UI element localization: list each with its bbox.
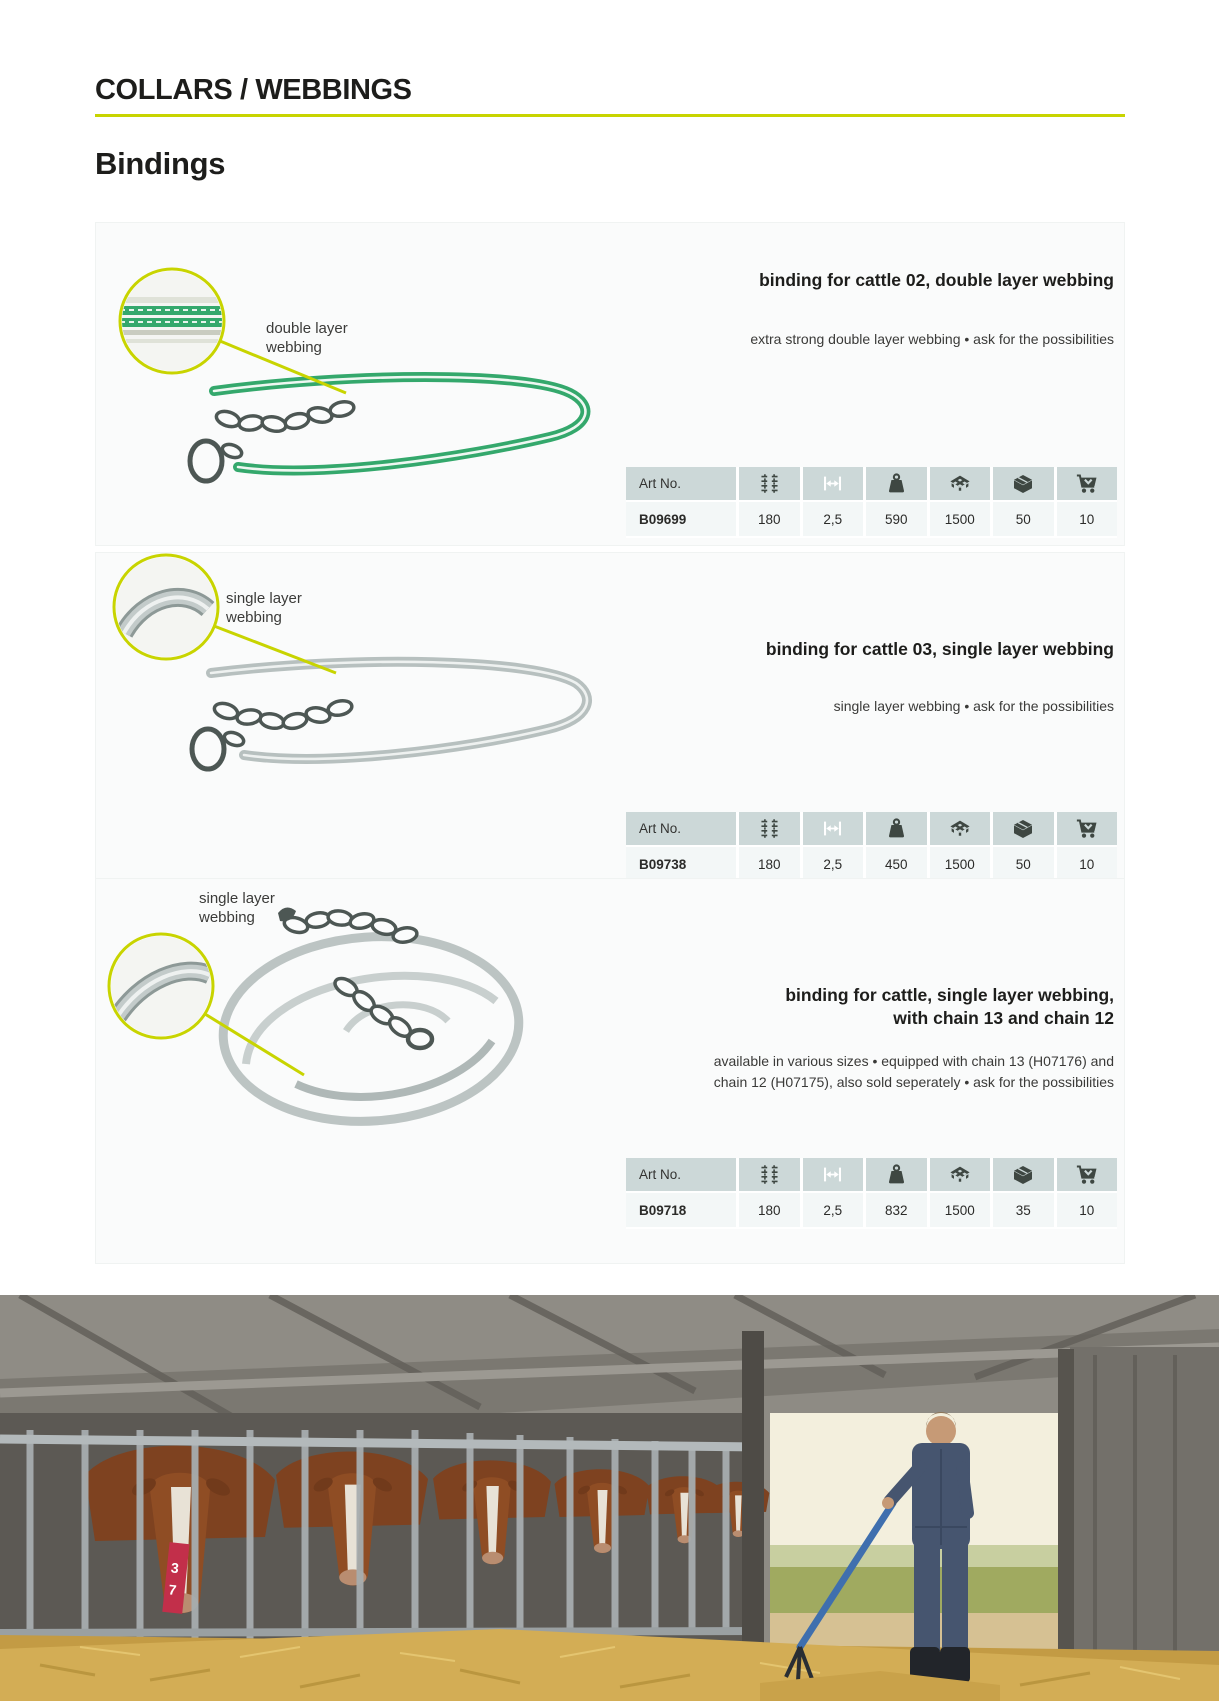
product-title: binding for cattle, single layer webbing, with chain 13 and chain 12	[785, 985, 1114, 1029]
product-card	[95, 878, 1125, 1264]
spec-table-header	[626, 467, 1117, 500]
pallet-value: 1500	[930, 502, 991, 536]
spec-table-row	[626, 502, 1117, 536]
pallet-value: 1500	[930, 847, 991, 881]
product-illustration	[96, 879, 616, 1263]
product-card	[95, 552, 1125, 914]
box-value: 50	[993, 847, 1054, 881]
svg-text:3: 3	[170, 1559, 180, 1577]
length-value: 180	[739, 502, 800, 536]
spec-table	[626, 1158, 1117, 1229]
pallet-icon	[930, 812, 991, 845]
spec-table-header	[626, 1158, 1117, 1191]
width-value: 2,5	[803, 847, 864, 881]
page-title: COLLARS / WEBBINGS	[95, 74, 412, 106]
box-icon	[993, 812, 1054, 845]
product-illustration	[96, 223, 616, 543]
pallet-value: 1500	[930, 1193, 991, 1227]
order-qty-value: 10	[1057, 1193, 1118, 1227]
product-description: single layer webbing • ask for the possibilities	[833, 698, 1114, 714]
weight-value: 450	[866, 847, 927, 881]
width-value: 2,5	[803, 1193, 864, 1227]
order-qty-value: 10	[1057, 502, 1118, 536]
svg-text:7: 7	[167, 1581, 178, 1599]
art-no-value: B09699	[626, 502, 736, 536]
art-no-header: Art No.	[626, 1158, 736, 1191]
callout-label: double layer webbing	[266, 320, 348, 357]
weight-icon	[866, 812, 927, 845]
length-icon	[739, 812, 800, 845]
barn-photo	[0, 1295, 1219, 1701]
section-title: Bindings	[95, 146, 226, 181]
product-card	[95, 222, 1125, 546]
spec-table-row	[626, 1193, 1117, 1227]
width-icon	[803, 1158, 864, 1191]
weight-value: 590	[866, 502, 927, 536]
cart-icon	[1057, 812, 1118, 845]
product-illustration	[96, 553, 616, 873]
pallet-icon	[930, 1158, 991, 1191]
box-value: 35	[993, 1193, 1054, 1227]
spec-table-row	[626, 847, 1117, 881]
spec-table-header	[626, 812, 1117, 845]
weight-value: 832	[866, 1193, 927, 1227]
art-no-value: B09738	[626, 847, 736, 881]
cart-icon	[1057, 1158, 1118, 1191]
cart-icon	[1057, 467, 1118, 500]
pallet-icon	[930, 467, 991, 500]
accent-rule	[95, 114, 1125, 117]
art-no-header: Art No.	[626, 467, 736, 500]
product-description: extra strong double layer webbing • ask for the possibilities	[750, 331, 1114, 347]
product-description: available in various sizes • equipped with chain 13 (H07176) and chain 12 (H07175), also sold seperately • ask for the possibilities	[713, 1053, 1114, 1090]
length-value: 180	[739, 847, 800, 881]
weight-icon	[866, 1158, 927, 1191]
width-icon	[803, 812, 864, 845]
spec-table	[626, 467, 1117, 538]
product-title: binding for cattle 03, single layer webbing	[765, 639, 1114, 659]
callout-label: single layer webbing	[226, 590, 302, 627]
box-value: 50	[993, 502, 1054, 536]
box-icon	[993, 1158, 1054, 1191]
weight-icon	[866, 467, 927, 500]
callout-label: single layer webbing	[199, 890, 275, 927]
product-title: binding for cattle 02, double layer webbing	[759, 270, 1114, 290]
length-icon	[739, 1158, 800, 1191]
art-no-header: Art No.	[626, 812, 736, 845]
width-icon	[803, 467, 864, 500]
order-qty-value: 10	[1057, 847, 1118, 881]
barn-photo-image	[0, 1295, 1219, 1701]
art-no-value: B09718	[626, 1193, 736, 1227]
box-icon	[993, 467, 1054, 500]
width-value: 2,5	[803, 502, 864, 536]
length-icon	[739, 467, 800, 500]
spec-table	[626, 812, 1117, 883]
length-value: 180	[739, 1193, 800, 1227]
